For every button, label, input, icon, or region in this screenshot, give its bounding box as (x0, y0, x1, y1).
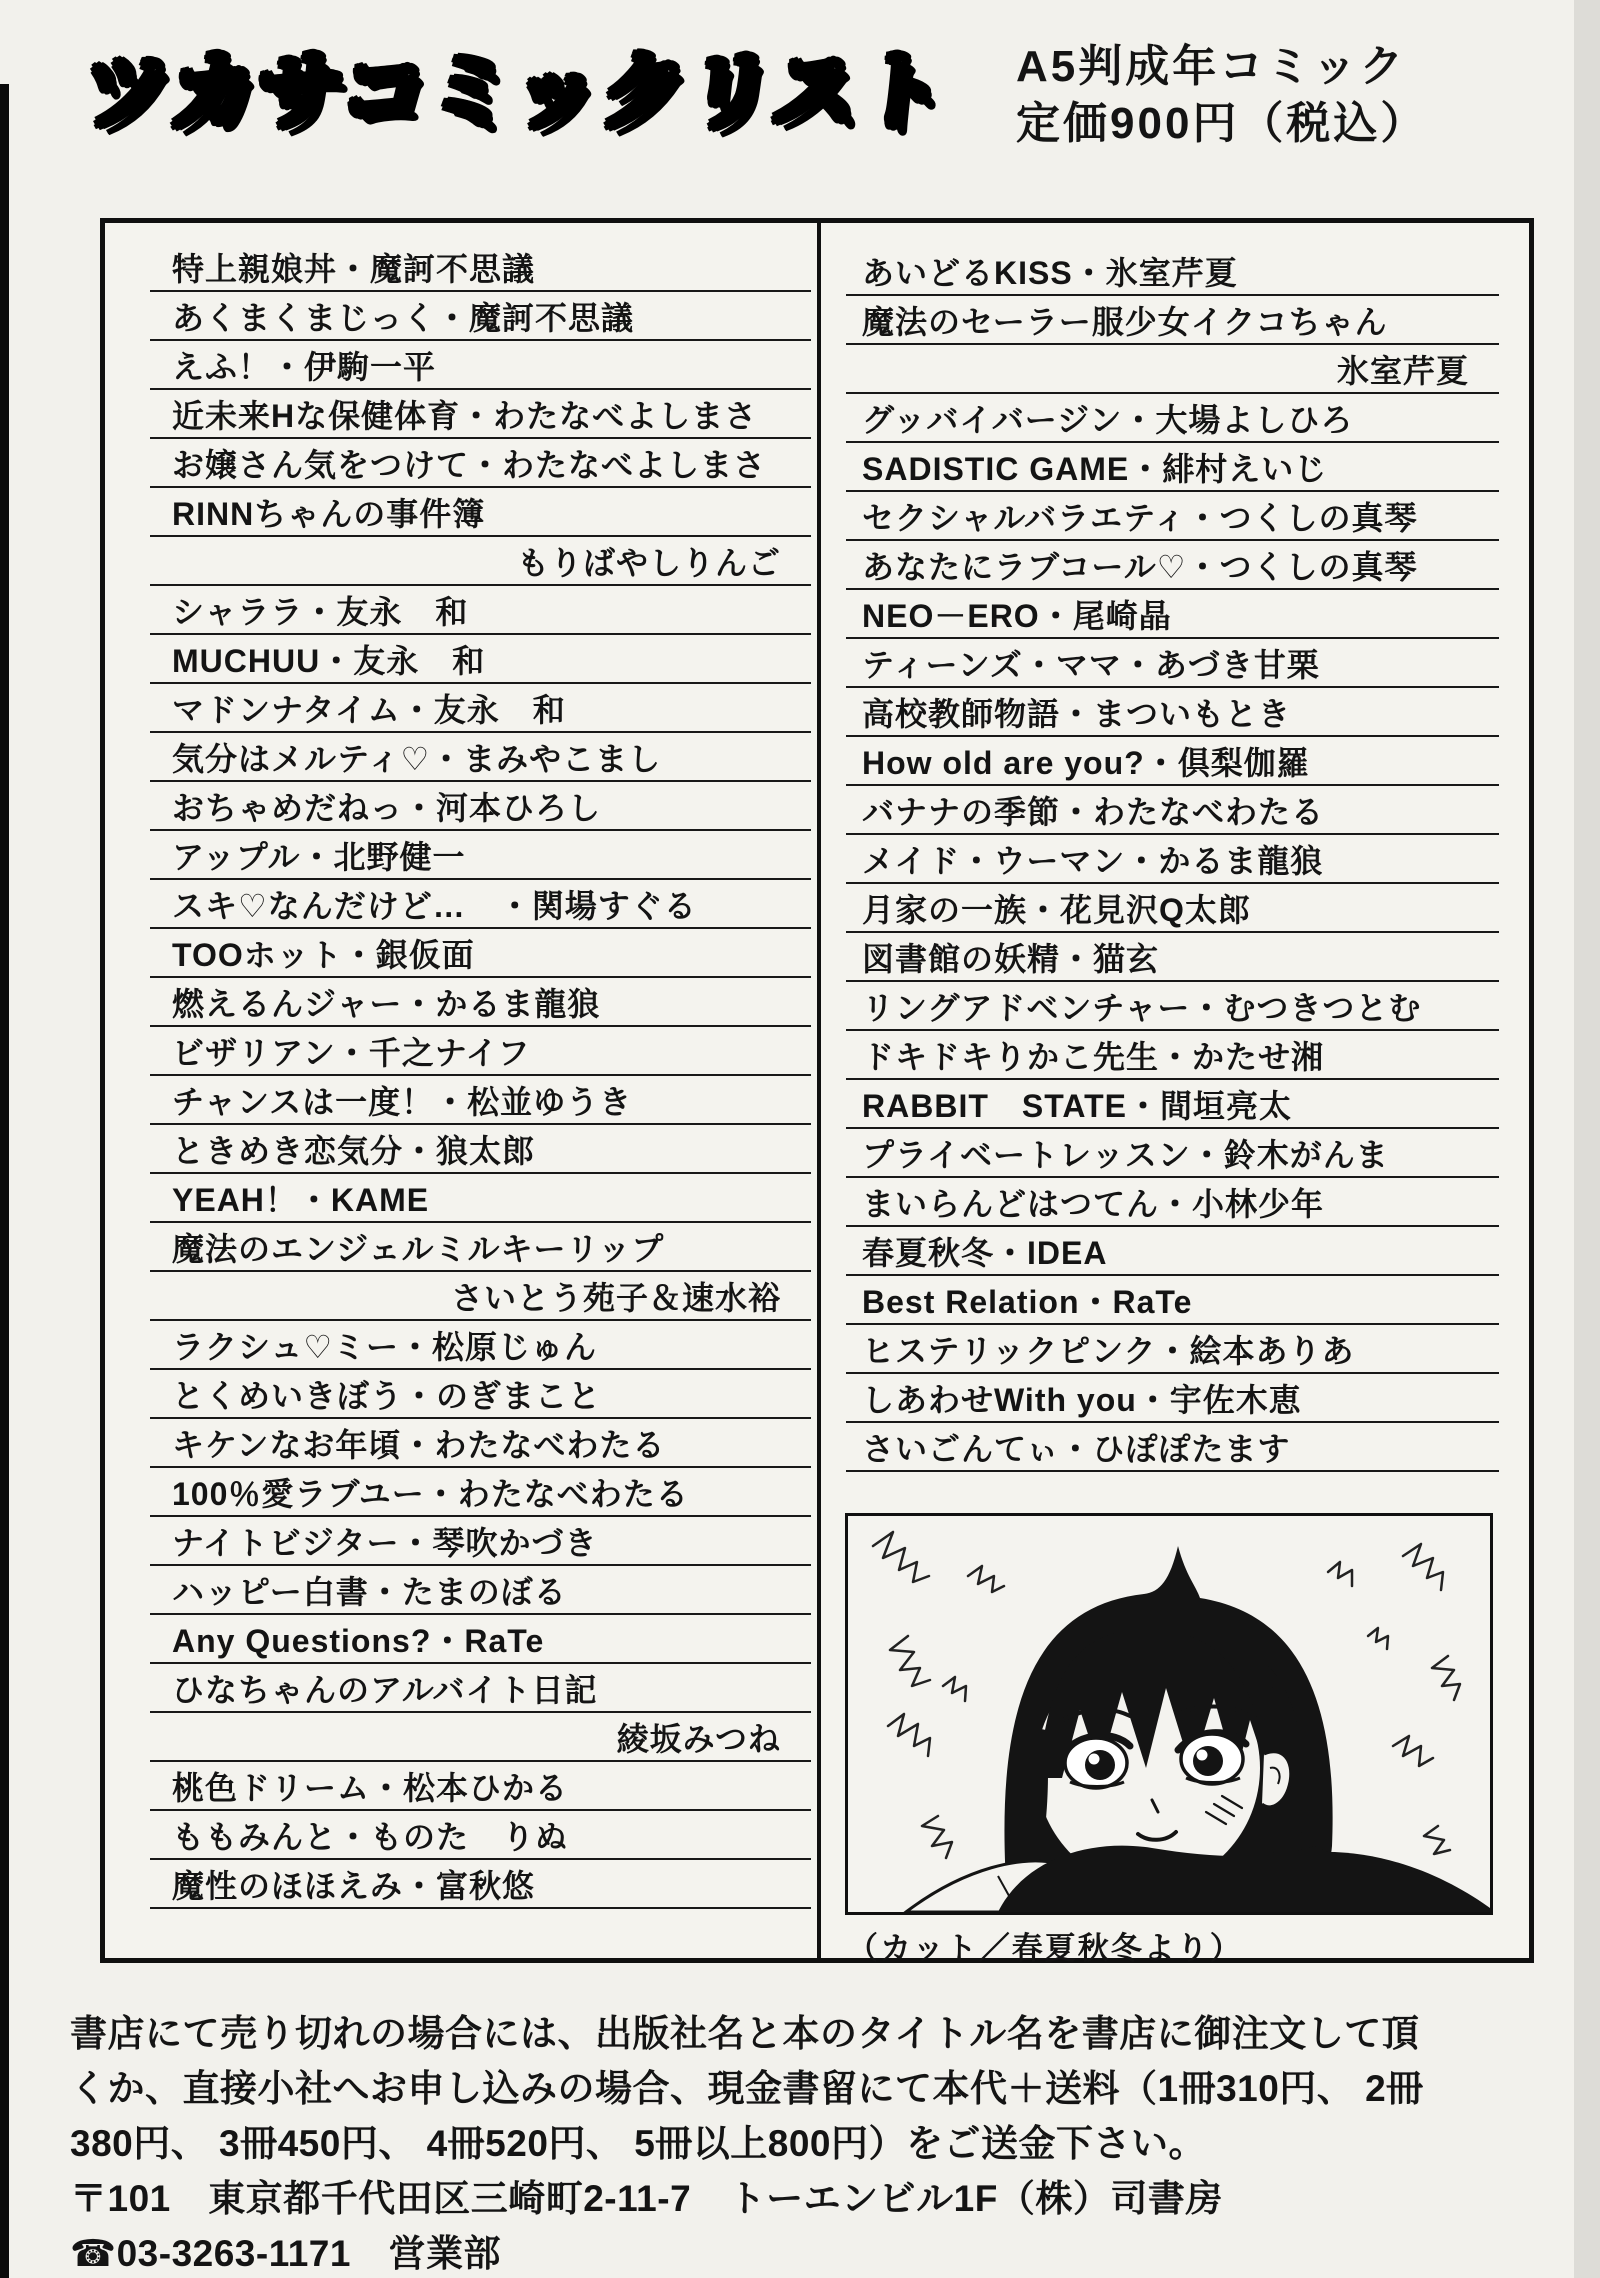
right-column (821, 247, 1529, 1472)
list-item (846, 884, 1499, 933)
list-item-text: MUCHUU・友永 和 (172, 642, 486, 679)
list-item-text: ティーンズ・ママ・あづき甘栗 (862, 646, 1320, 683)
list-item (846, 1129, 1499, 1178)
list-item (150, 1321, 811, 1370)
list-item (150, 1664, 811, 1713)
list-item (150, 292, 811, 341)
list-item (846, 1374, 1499, 1423)
footer-line (70, 2167, 1570, 2222)
list-item-text: セクシャルバラエティ・つくしの真琴 (862, 499, 1418, 536)
list-item (846, 1031, 1499, 1080)
list-item (846, 345, 1499, 394)
list-item-text: 気分はメルティ♡・まみやこまし (172, 740, 662, 777)
list-item-text: ヒステリックピンク・絵本ありあ (862, 1332, 1355, 1369)
list-item-text: 高校教師物語・まついもとき (862, 695, 1292, 732)
list-item-text: ときめき恋気分・狼太郎 (172, 1132, 536, 1169)
list-item-text: さいとう苑子＆速水裕 (450, 1279, 781, 1316)
list-item (150, 1566, 811, 1615)
list-item (150, 978, 811, 1027)
list-item (150, 1517, 811, 1566)
page-title: ツカサコミックリスト (78, 44, 952, 140)
list-item-text: キケンなお年頃・わたなべわたる (172, 1426, 666, 1463)
list-item-text: リングアドベンチャー・むつきつとむ (862, 989, 1422, 1026)
list-item-text: 魔法のセーラー服少女イクコちゃん (862, 303, 1388, 340)
list-item-text: ビザリアン・千之ナイフ (172, 1034, 531, 1071)
list-item-text: さいごんてぃ・ひぽぽたます (862, 1430, 1291, 1467)
list-item-text: スキ♡なんだけど… ・関場すぐる (172, 887, 697, 924)
list-item-text: 近未来Hな保健体育・わたなべよしまさ (172, 397, 758, 434)
list-item-text: バナナの季節・わたなべわたる (862, 793, 1325, 830)
list-item (150, 1468, 811, 1517)
list-item (150, 1860, 811, 1909)
list-item (150, 635, 811, 684)
footer-note (70, 2002, 1570, 2277)
list-item (150, 1811, 811, 1860)
list-item-text: おちゃめだねっ・河本ひろし (172, 789, 602, 826)
comic-list-box (100, 218, 1534, 1966)
footer-line (70, 2057, 1570, 2112)
footer-line-text: ☎03-3263-1171 営業部 (70, 2232, 501, 2274)
list-item-text: ナイトビジター・琴吹かづき (172, 1524, 598, 1561)
list-item (150, 488, 811, 537)
list-item-text: YEAH！・KAME (172, 1181, 430, 1218)
list-item-text: Best Relation・RaTe (862, 1283, 1193, 1320)
list-item (846, 786, 1499, 835)
list-item (846, 492, 1499, 541)
list-item-text: TOOホット・銀仮面 (172, 936, 475, 973)
scan-edge-right (1574, 0, 1600, 2278)
list-item-text: How old are you?・倶梨伽羅 (862, 744, 1310, 781)
list-item-text: ももみんと・ものた りぬ (172, 1818, 569, 1855)
footer-line-text: 〒101 東京都千代田区三崎町2-11-7 トーエンビル1F（株）司書房 (70, 2177, 1223, 2219)
list-item (846, 443, 1499, 492)
list-item-text: 月家の一族・花見沢Q太郎 (862, 891, 1251, 928)
list-item (150, 341, 811, 390)
illustration-caption: （カット／春夏秋冬より） (847, 1931, 1243, 1966)
list-item-text: Any Questions?・RaTe (172, 1622, 545, 1659)
list-item (150, 684, 811, 733)
list-item (150, 1125, 811, 1174)
list-item-text: チャンスは一度！・松並ゆうき (172, 1083, 633, 1120)
list-item (150, 1419, 811, 1468)
list-item (846, 394, 1499, 443)
footer-line-text: くか、直接小社へお申し込みの場合、現金書留にて本代＋送料（1冊310円、 2冊 (70, 2067, 1424, 2109)
list-item-text: あいどるKISS・氷室芹夏 (862, 254, 1238, 291)
list-item (150, 439, 811, 488)
list-item-text: RABBIT STATE・間垣亮太 (862, 1087, 1293, 1124)
list-item (150, 929, 811, 978)
list-item-text: 魔性のほほえみ・富秋悠 (172, 1867, 536, 1904)
illustration-girl (906, 1546, 1490, 1912)
list-item-text: あくまくまじっく・魔訶不思議 (172, 299, 635, 336)
list-item (846, 1227, 1499, 1276)
list-item-text: SADISTIC GAME・緋村えいじ (862, 450, 1328, 487)
list-item (150, 880, 811, 929)
list-item (846, 639, 1499, 688)
list-item-text: 魔法のエンジェルミルキーリップ (172, 1230, 665, 1267)
list-item-text: 図書館の妖精・猫玄 (862, 940, 1160, 977)
list-item (150, 733, 811, 782)
list-item (150, 1076, 811, 1125)
list-item-text: 春夏秋冬・IDEA (862, 1234, 1108, 1271)
footer-line-text: 書店にて売り切れの場合には、出版社名と本のタイトル名を書店に御注文して頂 (70, 2012, 1420, 2054)
list-item-text: 桃色ドリーム・松本ひかる (172, 1769, 569, 1806)
list-item-text: あなたにラブコール♡・つくしの真琴 (862, 548, 1418, 585)
list-item-text: RINNちゃんの事件簿 (172, 495, 486, 532)
list-item (150, 1174, 811, 1223)
list-item (150, 1027, 811, 1076)
list-item (150, 586, 811, 635)
left-column (105, 243, 817, 1909)
list-item-text: NEO－ERO・尾崎晶 (862, 597, 1172, 634)
list-item-text: もりばやしりんご (516, 544, 781, 581)
list-item-text: お嬢さん気をつけて・わたなべよしまさ (172, 446, 767, 483)
list-item (846, 296, 1499, 345)
list-item-text: シャララ・友永 和 (172, 593, 469, 630)
list-item (150, 782, 811, 831)
list-item-text: プライベートレッスン・鈴木がんま (862, 1136, 1389, 1173)
list-item-text: グッバイバージン・大場よしひろ (862, 401, 1354, 438)
format-label: A5判成年コミック (1016, 42, 1407, 91)
footer-line (70, 2002, 1570, 2057)
list-item (846, 590, 1499, 639)
list-item (846, 933, 1499, 982)
list-item (150, 1615, 811, 1664)
footer-line (70, 2112, 1570, 2167)
list-item (846, 688, 1499, 737)
cut-illustration-frame (845, 1513, 1493, 1915)
list-item (150, 1370, 811, 1419)
header-right (1016, 38, 1427, 152)
list-item (846, 541, 1499, 590)
list-item-text: えふ！・伊駒一平 (172, 348, 437, 385)
list-item (150, 1272, 811, 1321)
list-item-text: 特上親娘丼・魔訶不思議 (172, 250, 536, 287)
list-item (846, 1423, 1499, 1472)
list-item-text: ラクシュ♡ミー・松原じゅん (172, 1328, 598, 1365)
list-item (846, 1276, 1499, 1325)
list-item-text: マドンナタイム・友永 和 (172, 691, 566, 728)
list-item (846, 247, 1499, 296)
list-item-text: とくめいきぼう・のぎまこと (172, 1377, 602, 1414)
footer-line (70, 2222, 1570, 2277)
list-item-text: メイド・ウーマン・かるま龍狼 (862, 842, 1324, 879)
footer-line-text: 380円、 3冊450円、 4冊520円、 5冊以上800円）をご送金下さい。 (70, 2122, 1207, 2164)
list-item (846, 1325, 1499, 1374)
list-item (150, 390, 811, 439)
cut-illustration (848, 1516, 1490, 1912)
list-item-text: まいらんどはつてん・小林少年 (862, 1185, 1325, 1222)
list-item-text: ハッピー白書・たまのぼる (172, 1573, 567, 1610)
list-item-text: 綾坂みつね (616, 1720, 781, 1757)
list-item-text: 燃えるんジャー・かるま龍狼 (172, 985, 601, 1022)
list-item-text: ドキドキりかこ先生・かたせ湘 (862, 1038, 1325, 1075)
list-item (150, 1713, 811, 1762)
list-item (846, 737, 1499, 786)
list-item (150, 537, 811, 586)
list-item (846, 982, 1499, 1031)
list-item (150, 1223, 811, 1272)
price-label: 定価900円（税込） (1016, 99, 1428, 148)
list-item (846, 1080, 1499, 1129)
list-item-text: 氷室芹夏 (1336, 352, 1469, 389)
list-item (846, 1178, 1499, 1227)
list-item-text: しあわせWith you・宇佐木恵 (862, 1381, 1302, 1418)
list-item (150, 831, 811, 880)
list-item-text: 100％愛ラブユー・わたなべわたる (172, 1475, 689, 1512)
list-item-text: ひなちゃんのアルバイト日記 (172, 1671, 598, 1708)
list-item-text: アップル・北野健一 (172, 838, 466, 875)
list-item (150, 243, 811, 292)
list-item (150, 1762, 811, 1811)
list-item (846, 835, 1499, 884)
scan-edge-left (0, 84, 9, 2278)
